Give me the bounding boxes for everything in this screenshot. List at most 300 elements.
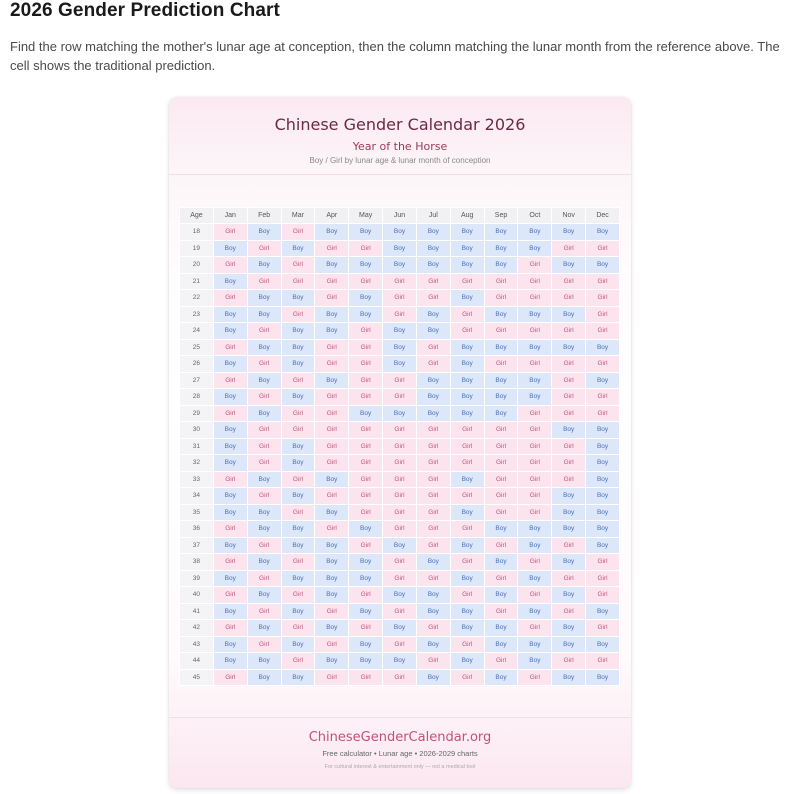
prediction-cell: Girl	[383, 521, 417, 538]
prediction-cell: Girl	[349, 240, 383, 257]
prediction-cell: Girl	[518, 405, 552, 422]
prediction-cell: Girl	[518, 273, 552, 290]
prediction-cell: Boy	[315, 257, 349, 274]
prediction-cell: Girl	[315, 290, 349, 307]
prediction-cell: Boy	[247, 224, 281, 241]
prediction-cell: Girl	[349, 422, 383, 439]
prediction-cell: Girl	[586, 240, 620, 257]
prediction-cell: Boy	[484, 339, 518, 356]
prediction-cell: Boy	[247, 257, 281, 274]
prediction-cell: Boy	[416, 323, 450, 340]
month-header-jul: Jul	[416, 208, 450, 224]
prediction-cell: Boy	[586, 257, 620, 274]
prediction-cell: Girl	[247, 422, 281, 439]
prediction-cell: Girl	[552, 290, 586, 307]
table-row	[180, 570, 620, 587]
prediction-cell: Boy	[383, 323, 417, 340]
prediction-cell: Boy	[552, 488, 586, 505]
prediction-cell: Boy	[450, 257, 484, 274]
age-cell: 35	[180, 504, 214, 521]
page-title: 2026 Gender Prediction Chart	[10, 0, 280, 21]
prediction-cell: Boy	[484, 224, 518, 241]
prediction-cell: Girl	[383, 488, 417, 505]
age-cell: 36	[180, 521, 214, 538]
prediction-cell: Boy	[586, 422, 620, 439]
prediction-cell: Girl	[213, 257, 247, 274]
prediction-cell: Boy	[450, 405, 484, 422]
age-cell: 19	[180, 240, 214, 257]
prediction-cell: Boy	[416, 240, 450, 257]
prediction-cell: Boy	[213, 603, 247, 620]
prediction-cell: Boy	[281, 669, 315, 686]
prediction-cell: Girl	[450, 669, 484, 686]
prediction-cell: Girl	[450, 438, 484, 455]
prediction-cell: Boy	[450, 504, 484, 521]
age-cell: 18	[180, 224, 214, 241]
prediction-cell: Girl	[586, 554, 620, 571]
age-cell: 32	[180, 455, 214, 472]
prediction-cell: Girl	[281, 422, 315, 439]
month-header-oct: Oct	[518, 208, 552, 224]
prediction-cell: Boy	[484, 257, 518, 274]
prediction-table	[179, 207, 620, 686]
prediction-cell: Boy	[247, 290, 281, 307]
prediction-cell: Boy	[213, 636, 247, 653]
prediction-cell: Girl	[586, 587, 620, 604]
prediction-cell: Boy	[383, 240, 417, 257]
prediction-cell: Boy	[484, 240, 518, 257]
prediction-cell: Boy	[281, 488, 315, 505]
prediction-cell: Boy	[247, 669, 281, 686]
table-row	[180, 372, 620, 389]
prediction-cell: Boy	[247, 653, 281, 670]
age-cell: 41	[180, 603, 214, 620]
prediction-cell: Girl	[416, 438, 450, 455]
prediction-cell: Girl	[281, 224, 315, 241]
prediction-cell: Girl	[552, 455, 586, 472]
prediction-cell: Girl	[518, 438, 552, 455]
prediction-cell: Girl	[247, 389, 281, 406]
prediction-cell: Boy	[383, 339, 417, 356]
prediction-cell: Girl	[213, 339, 247, 356]
prediction-cell: Boy	[484, 620, 518, 637]
prediction-cell: Girl	[518, 620, 552, 637]
prediction-cell: Girl	[450, 587, 484, 604]
prediction-cell: Boy	[552, 504, 586, 521]
prediction-cell: Girl	[484, 488, 518, 505]
prediction-cell: Boy	[484, 554, 518, 571]
prediction-cell: Girl	[349, 389, 383, 406]
table-row	[180, 339, 620, 356]
prediction-cell: Girl	[349, 471, 383, 488]
prediction-cell: Boy	[518, 224, 552, 241]
prediction-cell: Boy	[213, 488, 247, 505]
age-cell: 40	[180, 587, 214, 604]
table-row	[180, 669, 620, 686]
prediction-cell: Boy	[315, 372, 349, 389]
prediction-cell: Boy	[247, 372, 281, 389]
prediction-cell: Girl	[416, 455, 450, 472]
prediction-cell: Boy	[281, 438, 315, 455]
prediction-cell: Girl	[416, 537, 450, 554]
prediction-cell: Boy	[349, 290, 383, 307]
prediction-cell: Boy	[247, 306, 281, 323]
prediction-cell: Boy	[552, 554, 586, 571]
age-cell: 22	[180, 290, 214, 307]
prediction-cell: Girl	[281, 587, 315, 604]
prediction-cell: Girl	[518, 669, 552, 686]
month-header-feb: Feb	[247, 208, 281, 224]
prediction-cell: Girl	[247, 488, 281, 505]
prediction-cell: Girl	[213, 405, 247, 422]
prediction-cell: Boy	[552, 521, 586, 538]
prediction-cell: Girl	[518, 554, 552, 571]
prediction-cell: Girl	[349, 273, 383, 290]
table-row	[180, 273, 620, 290]
instructions-text: Find the row matching the mother's lunar age at conception, then the column matching the lunar month from the reference above. The cell shows the traditional prediction.	[10, 39, 780, 73]
prediction-cell: Boy	[416, 587, 450, 604]
prediction-cell: Girl	[281, 504, 315, 521]
prediction-cell: Girl	[383, 636, 417, 653]
prediction-cell: Boy	[281, 570, 315, 587]
prediction-cell: Girl	[349, 438, 383, 455]
prediction-cell: Boy	[416, 372, 450, 389]
age-column-header: Age	[180, 208, 214, 224]
prediction-cell: Girl	[518, 257, 552, 274]
age-cell: 27	[180, 372, 214, 389]
prediction-cell: Boy	[518, 570, 552, 587]
prediction-cell: Girl	[450, 323, 484, 340]
prediction-cell: Girl	[349, 488, 383, 505]
table-row	[180, 504, 620, 521]
calendar-description: Boy / Girl by lunar age & lunar month of conception	[309, 156, 491, 165]
prediction-cell: Boy	[315, 504, 349, 521]
prediction-cell: Boy	[552, 257, 586, 274]
prediction-cell: Boy	[315, 306, 349, 323]
prediction-cell: Girl	[383, 455, 417, 472]
prediction-cell: Boy	[450, 290, 484, 307]
prediction-cell: Boy	[247, 504, 281, 521]
prediction-cell: Girl	[552, 356, 586, 373]
prediction-cell: Boy	[213, 240, 247, 257]
prediction-cell: Boy	[281, 389, 315, 406]
age-cell: 24	[180, 323, 214, 340]
prediction-cell: Boy	[586, 488, 620, 505]
prediction-cell: Boy	[586, 669, 620, 686]
prediction-cell: Girl	[586, 405, 620, 422]
prediction-cell: Boy	[416, 306, 450, 323]
prediction-cell: Girl	[349, 455, 383, 472]
prediction-cell: Girl	[315, 422, 349, 439]
prediction-cell: Girl	[586, 306, 620, 323]
prediction-cell: Boy	[552, 422, 586, 439]
prediction-cell: Girl	[450, 422, 484, 439]
prediction-cell: Boy	[484, 389, 518, 406]
prediction-cell: Girl	[416, 620, 450, 637]
prediction-cell: Boy	[315, 224, 349, 241]
prediction-cell: Boy	[450, 653, 484, 670]
prediction-cell: Boy	[349, 636, 383, 653]
age-cell: 31	[180, 438, 214, 455]
prediction-cell: Girl	[349, 620, 383, 637]
prediction-cell: Girl	[247, 438, 281, 455]
prediction-cell: Girl	[383, 273, 417, 290]
prediction-cell: Girl	[518, 587, 552, 604]
prediction-cell: Boy	[281, 240, 315, 257]
prediction-cell: Girl	[213, 521, 247, 538]
prediction-cell: Girl	[484, 290, 518, 307]
prediction-cell: Girl	[281, 372, 315, 389]
prediction-cell: Boy	[416, 257, 450, 274]
prediction-cell: Boy	[383, 620, 417, 637]
prediction-cell: Boy	[518, 537, 552, 554]
prediction-cell: Boy	[450, 603, 484, 620]
age-cell: 25	[180, 339, 214, 356]
age-cell: 45	[180, 669, 214, 686]
prediction-cell: Girl	[349, 339, 383, 356]
prediction-cell: Girl	[518, 504, 552, 521]
prediction-cell: Boy	[450, 570, 484, 587]
prediction-cell: Girl	[315, 339, 349, 356]
prediction-cell: Boy	[349, 306, 383, 323]
prediction-cell: Boy	[315, 570, 349, 587]
prediction-cell: Girl	[416, 356, 450, 373]
age-cell: 34	[180, 488, 214, 505]
table-row	[180, 636, 620, 653]
table-row	[180, 422, 620, 439]
prediction-cell: Girl	[586, 290, 620, 307]
prediction-cell: Boy	[281, 455, 315, 472]
table-row	[180, 323, 620, 340]
prediction-cell: Girl	[484, 471, 518, 488]
prediction-cell: Girl	[484, 273, 518, 290]
prediction-cell: Girl	[518, 471, 552, 488]
prediction-cell: Boy	[450, 224, 484, 241]
prediction-cell: Girl	[450, 521, 484, 538]
prediction-cell: Girl	[349, 356, 383, 373]
prediction-cell: Boy	[518, 372, 552, 389]
prediction-cell: Boy	[247, 620, 281, 637]
disclaimer-text: For cultural interest & entertainment only — not a medical tool	[324, 764, 476, 770]
prediction-cell: Boy	[484, 306, 518, 323]
prediction-cell: Boy	[281, 356, 315, 373]
prediction-cell: Girl	[281, 471, 315, 488]
prediction-cell: Girl	[247, 570, 281, 587]
prediction-cell: Girl	[518, 356, 552, 373]
prediction-cell: Girl	[281, 273, 315, 290]
prediction-cell: Girl	[484, 603, 518, 620]
prediction-cell: Boy	[281, 521, 315, 538]
prediction-cell: Girl	[281, 405, 315, 422]
table-row	[180, 653, 620, 670]
prediction-cell: Girl	[383, 290, 417, 307]
table-row	[180, 471, 620, 488]
prediction-cell: Boy	[518, 636, 552, 653]
month-header-may: May	[349, 208, 383, 224]
prediction-cell: Girl	[383, 422, 417, 439]
prediction-cell: Boy	[586, 636, 620, 653]
prediction-cell: Girl	[552, 471, 586, 488]
prediction-cell: Boy	[450, 240, 484, 257]
prediction-cell: Boy	[213, 504, 247, 521]
prediction-cell: Girl	[315, 669, 349, 686]
prediction-cell: Boy	[315, 471, 349, 488]
month-header-aug: Aug	[450, 208, 484, 224]
table-row	[180, 438, 620, 455]
prediction-cell: Girl	[349, 669, 383, 686]
prediction-cell: Girl	[552, 273, 586, 290]
prediction-cell: Boy	[586, 224, 620, 241]
prediction-cell: Girl	[315, 356, 349, 373]
prediction-cell: Girl	[450, 273, 484, 290]
prediction-cell: Girl	[315, 603, 349, 620]
prediction-cell: Boy	[247, 471, 281, 488]
table-row	[180, 554, 620, 571]
prediction-cell: Girl	[484, 537, 518, 554]
calendar-subtitle: Year of the Horse	[352, 140, 448, 153]
prediction-cell: Boy	[213, 422, 247, 439]
prediction-cell: Boy	[518, 389, 552, 406]
prediction-cell: Girl	[349, 504, 383, 521]
month-header-jun: Jun	[383, 208, 417, 224]
prediction-cell: Girl	[416, 570, 450, 587]
prediction-cell: Boy	[450, 389, 484, 406]
gender-calendar-image	[169, 97, 631, 788]
prediction-cell: Boy	[518, 306, 552, 323]
prediction-cell: Girl	[552, 372, 586, 389]
prediction-cell: Boy	[349, 521, 383, 538]
prediction-cell: Boy	[383, 257, 417, 274]
age-cell: 42	[180, 620, 214, 637]
table-row	[180, 620, 620, 637]
prediction-cell: Girl	[586, 570, 620, 587]
prediction-cell: Girl	[349, 323, 383, 340]
prediction-cell: Boy	[552, 224, 586, 241]
prediction-cell: Girl	[484, 438, 518, 455]
prediction-cell: Boy	[281, 339, 315, 356]
prediction-cell: Boy	[247, 339, 281, 356]
prediction-cell: Girl	[213, 290, 247, 307]
prediction-cell: Girl	[450, 554, 484, 571]
prediction-cell: Boy	[484, 669, 518, 686]
prediction-cell: Boy	[586, 372, 620, 389]
table-row	[180, 603, 620, 620]
table-body	[180, 224, 620, 686]
prediction-cell: Girl	[416, 290, 450, 307]
prediction-cell: Boy	[586, 521, 620, 538]
table-row	[180, 240, 620, 257]
prediction-cell: Girl	[518, 290, 552, 307]
table-row	[180, 257, 620, 274]
prediction-cell: Girl	[315, 405, 349, 422]
table-row	[180, 306, 620, 323]
table-row	[180, 389, 620, 406]
prediction-cell: Girl	[552, 323, 586, 340]
prediction-cell: Girl	[247, 636, 281, 653]
prediction-cell: Girl	[281, 653, 315, 670]
prediction-cell: Girl	[315, 488, 349, 505]
prediction-cell: Girl	[383, 603, 417, 620]
prediction-cell: Boy	[213, 389, 247, 406]
age-cell: 39	[180, 570, 214, 587]
prediction-cell: Girl	[484, 570, 518, 587]
prediction-cell: Girl	[383, 438, 417, 455]
prediction-cell: Boy	[383, 224, 417, 241]
prediction-cell: Girl	[518, 323, 552, 340]
prediction-cell: Girl	[416, 504, 450, 521]
prediction-cell: Girl	[281, 257, 315, 274]
prediction-cell: Girl	[349, 587, 383, 604]
prediction-cell: Boy	[552, 339, 586, 356]
prediction-cell: Girl	[416, 422, 450, 439]
prediction-cell: Boy	[586, 603, 620, 620]
month-header-jan: Jan	[213, 208, 247, 224]
prediction-cell: Girl	[484, 356, 518, 373]
prediction-cell: Girl	[552, 537, 586, 554]
prediction-cell: Boy	[450, 339, 484, 356]
prediction-cell: Boy	[450, 356, 484, 373]
prediction-cell: Girl	[416, 339, 450, 356]
prediction-cell: Boy	[383, 405, 417, 422]
prediction-cell: Girl	[213, 669, 247, 686]
prediction-cell: Girl	[518, 488, 552, 505]
prediction-cell: Girl	[586, 323, 620, 340]
prediction-cell: Girl	[586, 653, 620, 670]
prediction-cell: Boy	[586, 455, 620, 472]
prediction-cell: Boy	[213, 273, 247, 290]
table-row	[180, 521, 620, 538]
prediction-cell: Boy	[586, 438, 620, 455]
table-row	[180, 290, 620, 307]
prediction-cell: Boy	[383, 587, 417, 604]
prediction-cell: Boy	[349, 224, 383, 241]
age-cell: 21	[180, 273, 214, 290]
age-cell: 37	[180, 537, 214, 554]
prediction-cell: Boy	[552, 620, 586, 637]
prediction-cell: Girl	[315, 273, 349, 290]
prediction-cell: Girl	[450, 636, 484, 653]
prediction-cell: Boy	[586, 504, 620, 521]
prediction-cell: Girl	[315, 438, 349, 455]
prediction-cell: Boy	[450, 620, 484, 637]
prediction-cell: Boy	[484, 587, 518, 604]
prediction-cell: Girl	[552, 603, 586, 620]
prediction-cell: Boy	[383, 537, 417, 554]
prediction-cell: Boy	[450, 537, 484, 554]
prediction-cell: Boy	[484, 521, 518, 538]
prediction-cell: Boy	[416, 603, 450, 620]
prediction-cell: Boy	[416, 389, 450, 406]
age-cell: 20	[180, 257, 214, 274]
prediction-cell: Girl	[315, 455, 349, 472]
prediction-cell: Girl	[247, 273, 281, 290]
prediction-cell: Girl	[213, 620, 247, 637]
table-row	[180, 405, 620, 422]
prediction-cell: Boy	[281, 290, 315, 307]
prediction-cell: Boy	[281, 537, 315, 554]
prediction-cell: Girl	[552, 389, 586, 406]
prediction-cell: Girl	[247, 603, 281, 620]
prediction-cell: Boy	[552, 306, 586, 323]
prediction-cell: Boy	[552, 669, 586, 686]
age-cell: 38	[180, 554, 214, 571]
prediction-cell: Boy	[484, 636, 518, 653]
prediction-cell: Boy	[315, 587, 349, 604]
prediction-cell: Girl	[450, 306, 484, 323]
prediction-cell: Boy	[213, 455, 247, 472]
prediction-cell: Girl	[247, 323, 281, 340]
age-cell: 26	[180, 356, 214, 373]
